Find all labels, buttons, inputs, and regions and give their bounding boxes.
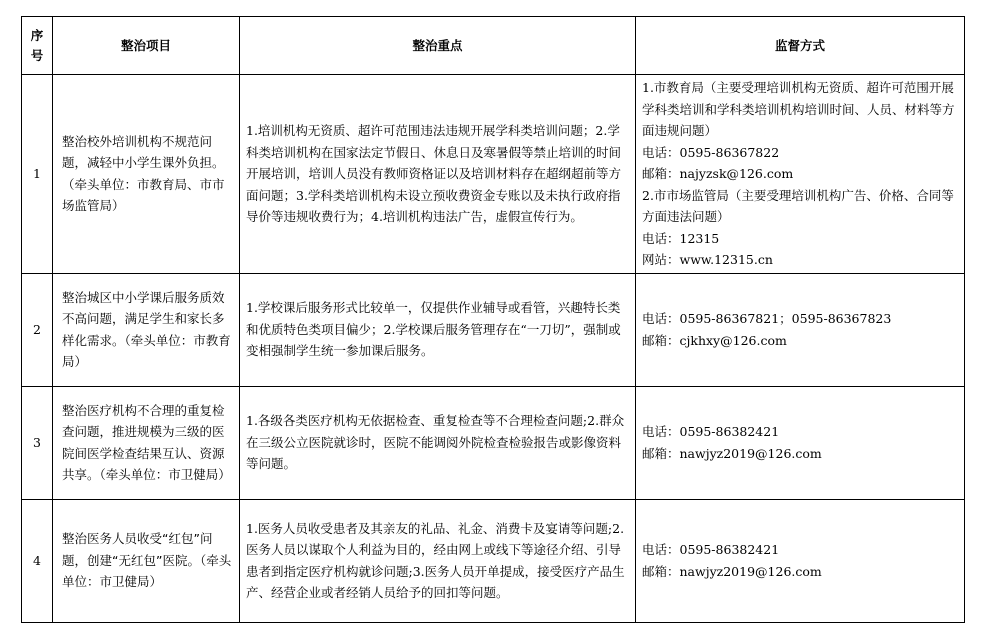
rectification-item: 整治城区中小学课后服务质效不高问题，满足学生和家长多样化需求。（牵头单位：市教育局） bbox=[53, 273, 240, 386]
table-row bbox=[22, 273, 965, 386]
supervision-line: 邮箱：najyzsk@126.com bbox=[642, 166, 794, 181]
supervision-line: 邮箱：nawjyz2019@126.com bbox=[642, 445, 822, 461]
header-focus: 整治重点 bbox=[240, 17, 636, 75]
table-row bbox=[22, 386, 965, 499]
table-row bbox=[22, 499, 965, 622]
header-supervision: 监督方式 bbox=[636, 17, 965, 75]
header-item: 整治项目 bbox=[53, 17, 240, 75]
row-number: 3 bbox=[22, 386, 53, 499]
rectification-focus: 1.学校课后服务形式比较单一，仅提供作业辅导或看管，兴趣特长类和优质特色类项目偏少；2.学校课后服务管理存在“一刀切”，强制或变相强制学生统一参加课后服务。 bbox=[240, 273, 636, 386]
rectification-table bbox=[21, 16, 965, 623]
header-seq-char-2: 号 bbox=[30, 47, 44, 63]
supervision-line: 电话：0595-86367822 bbox=[642, 144, 780, 160]
supervision-method bbox=[636, 273, 965, 386]
rectification-focus: 1.各级各类医疗机构无依据检查、重复检查等不合理检查问题;2.群众在三级公立医院就诊时，医院不能调阅外院检查检验报告或影像资料等问题。 bbox=[240, 386, 636, 499]
supervision-method bbox=[636, 499, 965, 622]
header-seq-char-1: 序 bbox=[30, 27, 44, 43]
supervision-line: 1.市教育局（主要受理培训机构无资质、超许可范围开展学科类培训和学科类培训机构培训时间、人员、材料等方面违规问题） bbox=[642, 80, 955, 138]
supervision-line: 电话：0595-86382421 bbox=[642, 542, 780, 557]
header-seq bbox=[22, 17, 53, 75]
supervision-line: 2.市市场监管局（主要受理培训机构广告、价格、合同等方面违法问题） bbox=[642, 187, 954, 224]
rectification-focus: 1.培训机构无资质、超许可范围违法违规开展学科类培训问题；2.学科类培训机构在国家法定节假日、休息日及寒暑假等禁止培训的时间开展培训，培训人员没有教师资格证以及培训材料存在超纲超前等方面问题；3.学科类培训机构未设立预收费资金专账以及未执行政府指导价等违规收费行为；4.培训机构违法广告，虚假宣传行为。 bbox=[240, 75, 636, 274]
supervision-method bbox=[636, 386, 965, 499]
rectification-focus: 1.医务人员收受患者及其亲友的礼品、礼金、消费卡及宴请等问题;2.医务人员以谋取个人利益为目的，经由网上或线下等途径介绍、引导患者到指定医疗机构就诊问题;3.医务人员开单提成，接受医疗产品生产、经营企业或者经销人员给予的回扣等问题。 bbox=[240, 499, 636, 622]
rectification-item: 整治校外培训机构不规范问题，减轻中小学生课外负担。（牵头单位：市教育局、市市场监管局） bbox=[53, 75, 240, 274]
table-row bbox=[22, 75, 965, 274]
supervision-line: 邮箱：cjkhxy@126.com bbox=[642, 332, 787, 348]
rectification-item: 整治医务人员收受“红包”问题，创建“无红包”医院。（牵头单位：市卫健局） bbox=[53, 499, 240, 622]
row-number: 1 bbox=[22, 75, 53, 274]
supervision-method bbox=[636, 75, 965, 274]
supervision-line: 电话：0595-86367821；0595-86367823 bbox=[642, 311, 892, 326]
rectification-item: 整治医疗机构不合理的重复检查问题，推进规模为三级的医院间医学检查结果互认、资源共享。（牵头单位：市卫健局） bbox=[53, 386, 240, 499]
row-number: 2 bbox=[22, 273, 53, 386]
supervision-line: 邮箱：nawjyz2019@126.com bbox=[642, 563, 822, 579]
supervision-line: 网站：www.12315.cn bbox=[642, 252, 773, 267]
row-number: 4 bbox=[22, 499, 53, 622]
supervision-line: 电话：12315 bbox=[642, 230, 720, 246]
supervision-line: 电话：0595-86382421 bbox=[642, 424, 780, 439]
header-row bbox=[22, 17, 965, 75]
